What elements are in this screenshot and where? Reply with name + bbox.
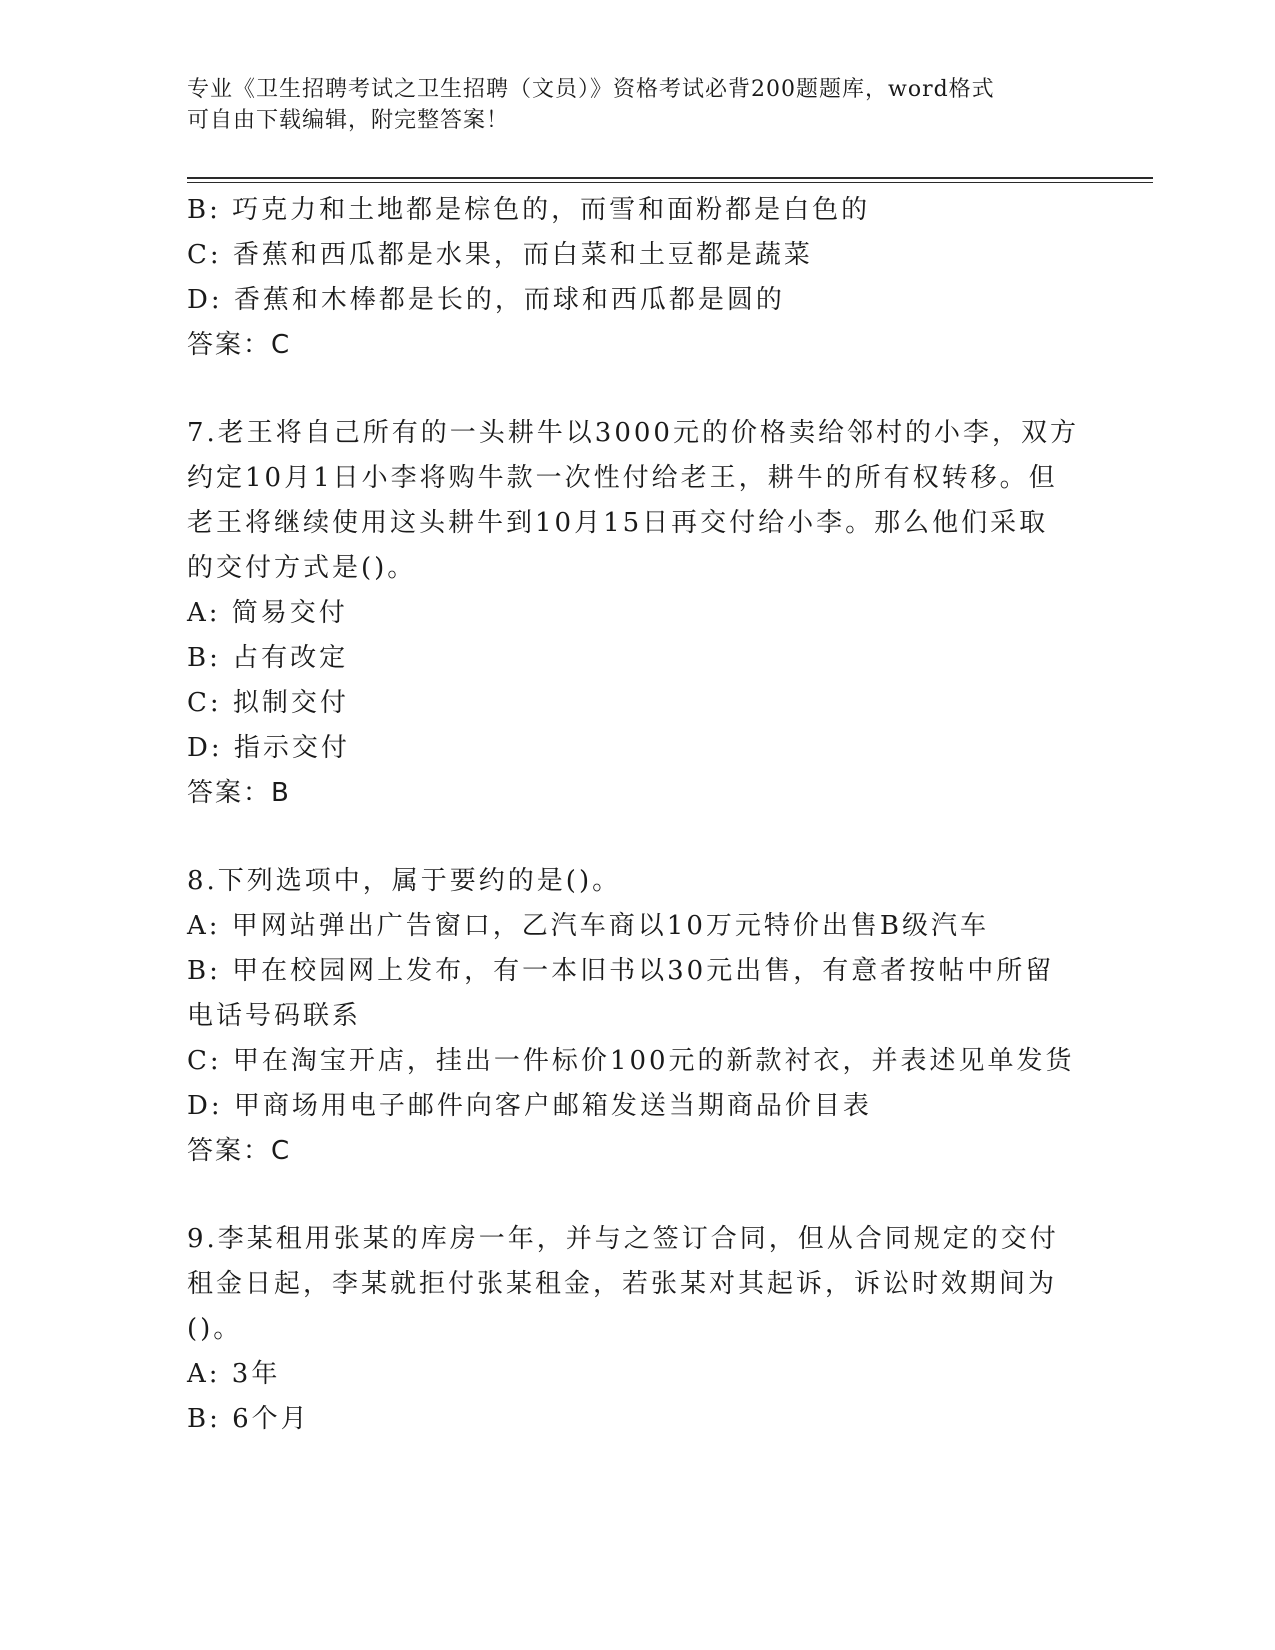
q9-stem-line-3: ()。 [187, 1314, 243, 1344]
q9-option-b: B: 6个月 [187, 1404, 310, 1434]
q7-option-d: D: 指示交付 [187, 733, 350, 763]
q8-option-b-line-2: 电话号码联系 [187, 1001, 362, 1031]
header-divider-thin [187, 182, 1153, 183]
q8-stem: 8.下列选项中，属于要约的是()。 [187, 866, 622, 896]
q9-stem-line-2: 租金日起，李某就拒付张某租金，若张某对其起诉，诉讼时效期间为 [187, 1269, 1058, 1299]
q6-option-c: C: 香蕉和西瓜都是水果，而白菜和土豆都是蔬菜 [187, 240, 813, 270]
q7-option-c: C: 拟制交付 [187, 688, 349, 718]
q7-option-a: A: 简易交付 [187, 598, 348, 628]
spacer [187, 816, 1087, 859]
q6-option-d: D: 香蕉和木棒都是长的，而球和西瓜都是圆的 [187, 285, 785, 315]
q7-stem-line-3: 老王将继续使用这头耕牛到10月15日再交付给小李。那么他们采取 [187, 508, 1049, 538]
question-content [187, 188, 1087, 1442]
question-8-block [187, 859, 1087, 1174]
question-6-block [187, 188, 1087, 368]
q8-option-c: C: 甲在淘宝开店，挂出一件标价100元的新款衬衣，并表述见单发货 [187, 1046, 1075, 1076]
q7-answer: 答案：B [187, 778, 291, 808]
q9-option-a: A: 3年 [187, 1359, 281, 1389]
q7-option-b: B: 占有改定 [187, 643, 349, 673]
q6-option-b: B: 巧克力和土地都是棕色的，而雪和面粉都是白色的 [187, 195, 871, 225]
q8-option-a: A: 甲网站弹出广告窗口，乙汽车商以10万元特价出售B级汽车 [187, 911, 989, 941]
header-title-line-1: 专业《卫生招聘考试之卫生招聘（文员）》资格考试必背200题题库，word格式 [187, 77, 995, 102]
page-header [187, 74, 1067, 136]
q9-stem-line-1: 9.李某租用张某的库房一年，并与之签订合同，但从合同规定的交付 [187, 1224, 1059, 1254]
q7-stem-line-2: 约定10月1日小李将购牛款一次性付给老王，耕牛的所有权转移。但 [187, 463, 1058, 493]
spacer [187, 368, 1087, 411]
question-9-block [187, 1217, 1087, 1442]
header-title-line-2: 可自由下载编辑，附完整答案！ [187, 108, 510, 133]
q8-option-b-line-1: B: 甲在校园网上发布，有一本旧书以30元出售，有意者按帖中所留 [187, 956, 1055, 986]
q6-answer: 答案：C [187, 330, 292, 360]
q7-stem-line-4: 的交付方式是()。 [187, 553, 417, 583]
spacer [187, 1174, 1087, 1217]
question-7-block [187, 411, 1087, 816]
q8-option-d: D: 甲商场用电子邮件向客户邮箱发送当期商品价目表 [187, 1091, 872, 1121]
q8-answer: 答案：C [187, 1136, 292, 1166]
q7-stem-line-1: 7.老王将自己所有的一头耕牛以3000元的价格卖给邻村的小李，双方 [187, 418, 1079, 448]
header-divider [187, 177, 1153, 179]
